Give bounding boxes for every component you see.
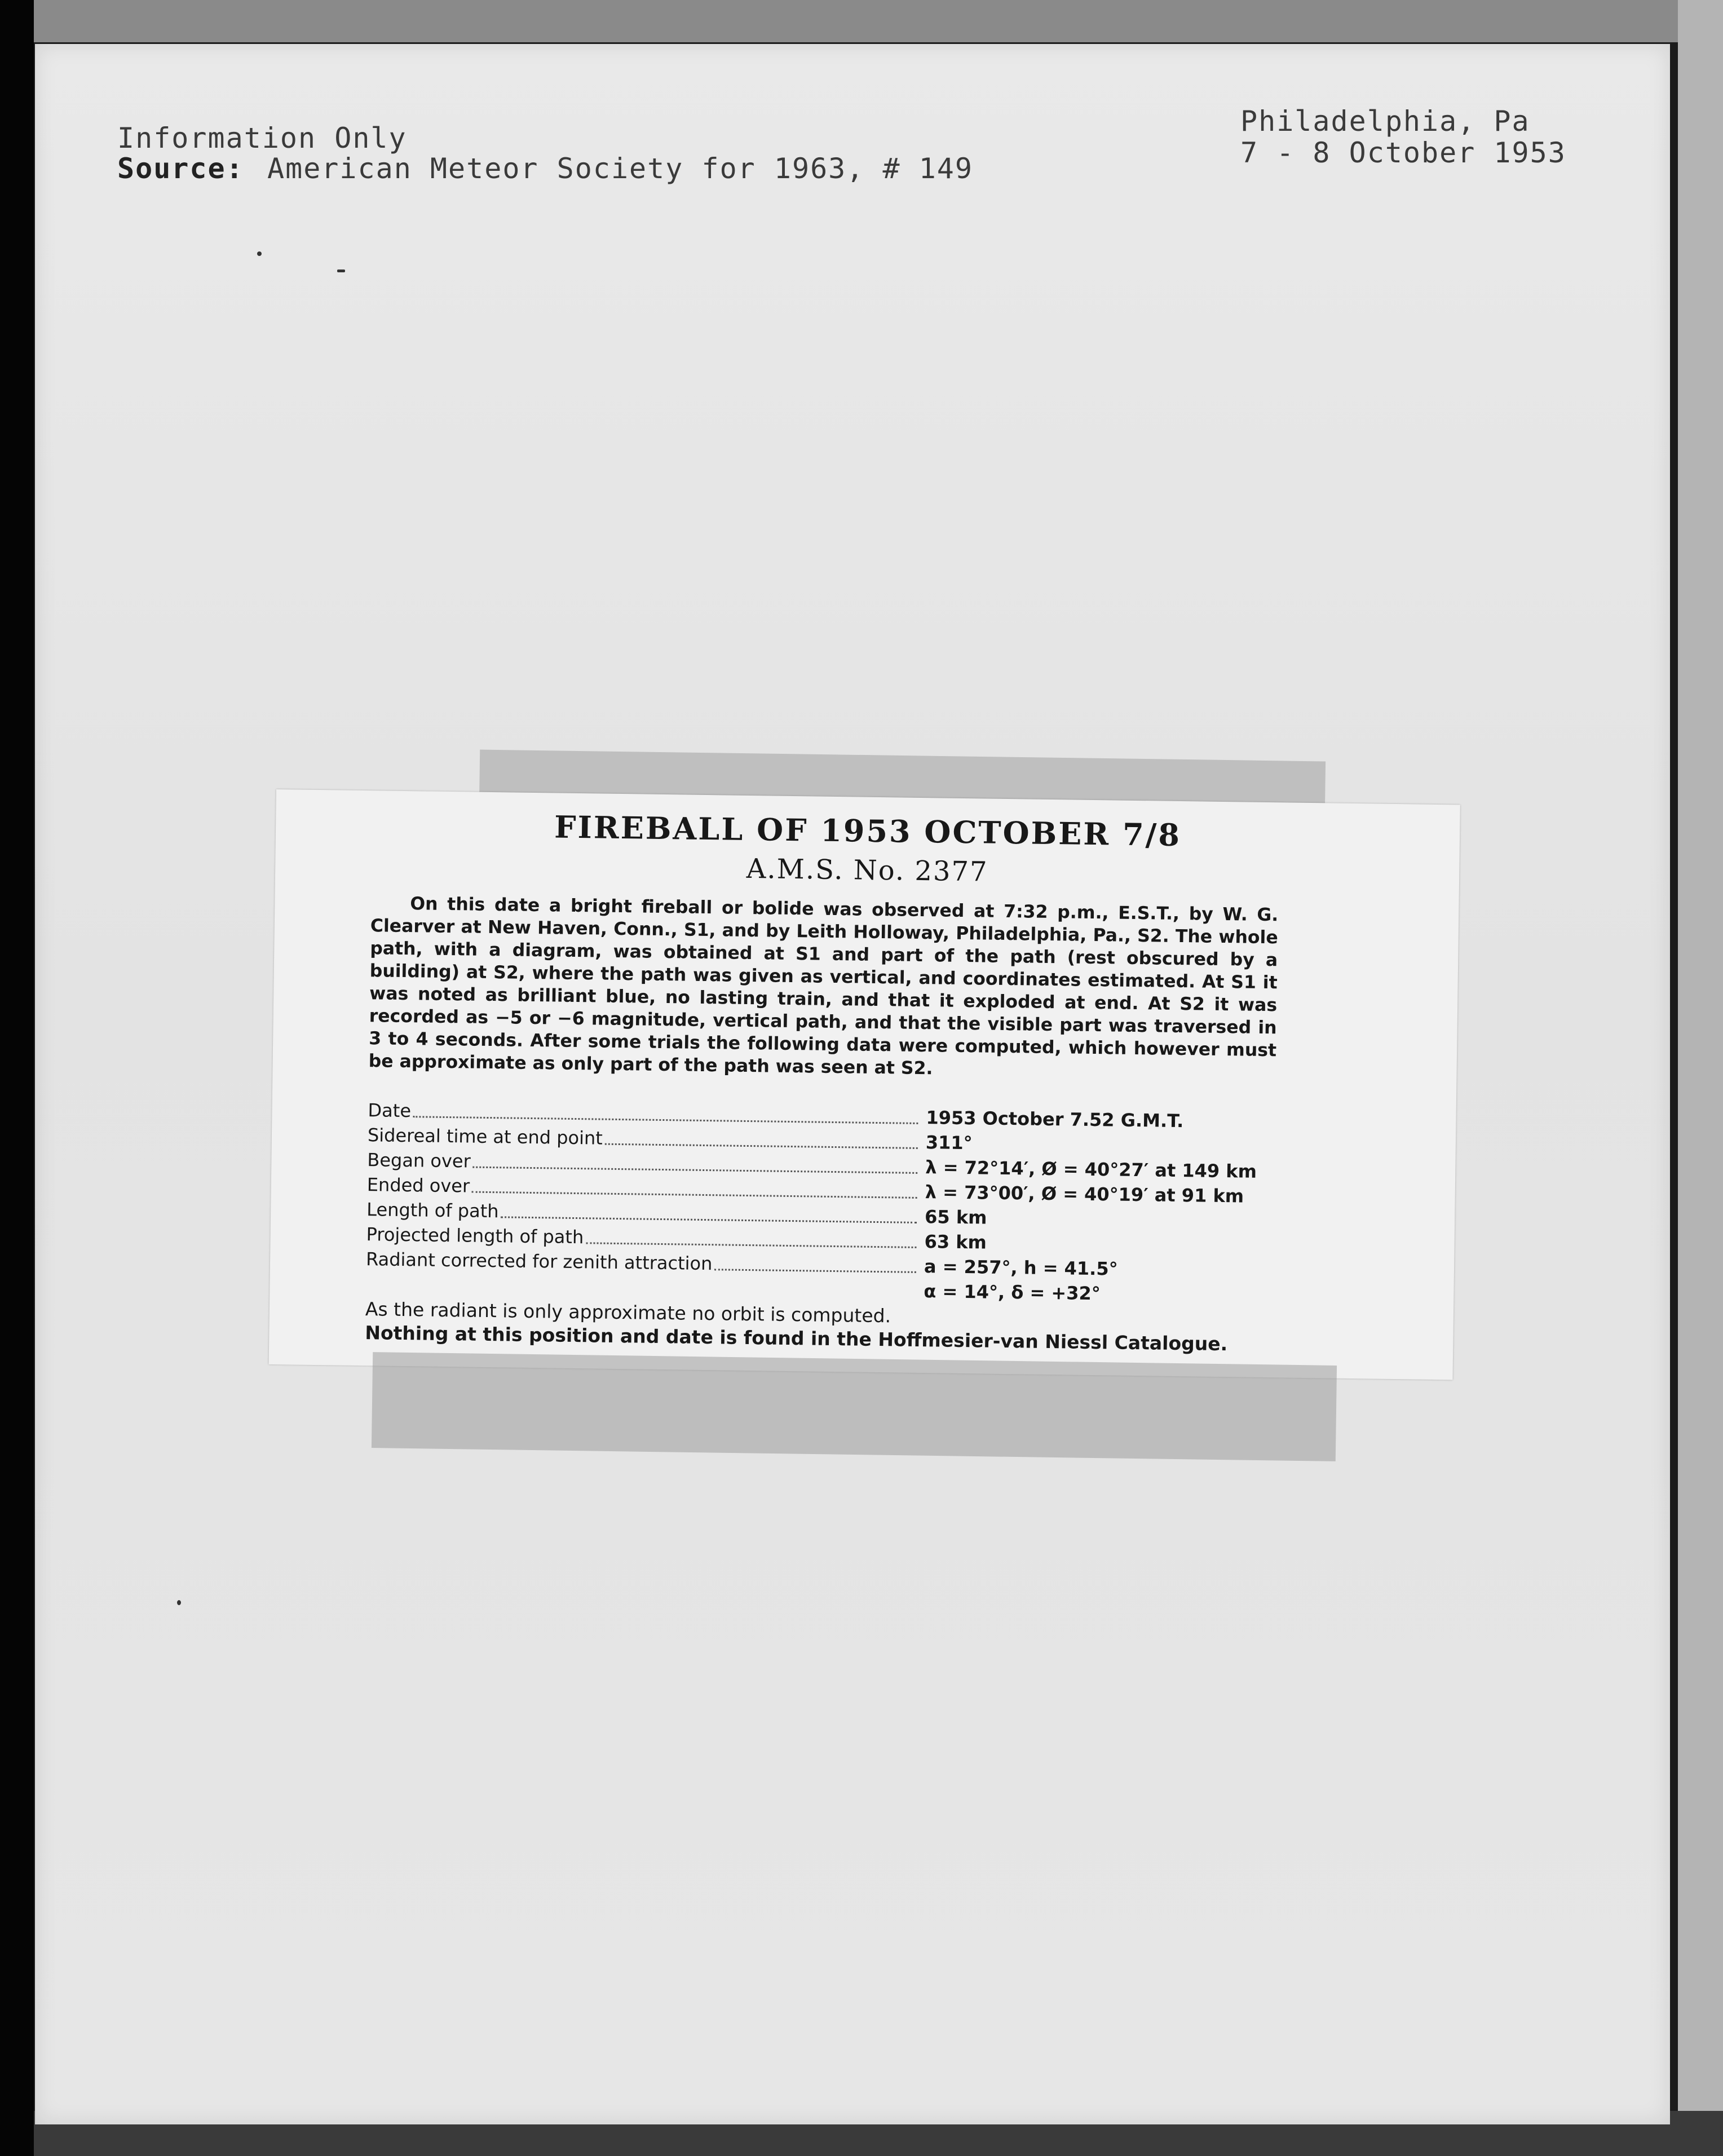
clipping-subtitle: A.M.S. No. 2377 (746, 852, 988, 888)
speck-mark (177, 1600, 181, 1605)
clipping-paragraph: On this date a bright fireball or bolide was observed at 7:32 p.m., E.S.T., by W. G. Clearver at New Haven, Conn., S1, and by Leith Holloway, Philadelphia, Pa., S2. The whole path, with a diagram, was obtained at S1 and part of the path (rest obscured by a building) at S2, where the path was given as vertical, and coordinates estimated. At S1 it was noted as brilliant blue, no lasting train, and that it exploded at end. At S2 it was recorded as −5 or −6 magnitude, vertical path, and that the visible part was traversed in 3 to 4 seconds. After some trials the following data were computed, which however must be approximate as only part of the path was seen at S2. (368, 894, 1279, 1079)
fireball-data-table (365, 1096, 1275, 1306)
scan-right-border (1678, 0, 1723, 2156)
newspaper-clipping (269, 789, 1460, 1380)
data-label: Length of path (366, 1199, 499, 1222)
data-value: 1953 October 7.52 G.M.T. (926, 1107, 1184, 1132)
speck-mark (257, 251, 262, 256)
data-label: Ended over (366, 1174, 470, 1197)
data-label: Date (368, 1099, 412, 1122)
data-value: λ = 73°00′, Ø = 40°19′ at 91 km (925, 1181, 1244, 1207)
tape-strip-bottom (372, 1352, 1337, 1461)
data-label: Sidereal time at end point (367, 1124, 603, 1149)
source-text: American Meteor Society for 1963, # 149 (267, 152, 973, 185)
data-value: 65 km (924, 1206, 987, 1229)
data-label: Projected length of path (366, 1223, 584, 1248)
info-only-line: Information Only (117, 122, 407, 154)
scan-left-border (0, 0, 34, 2156)
scan-top-border (0, 0, 1723, 42)
data-value: a = 257°, h = 41.5° (924, 1256, 1118, 1280)
data-label: Began over (367, 1149, 471, 1172)
date-range-line: 7 - 8 October 1953 (1240, 136, 1566, 169)
data-value: 63 km (924, 1231, 987, 1253)
data-value: 311° (925, 1132, 973, 1154)
data-label: Radiant corrected for zenith attraction (365, 1248, 713, 1275)
source-label: Source: (117, 152, 244, 185)
data-value: λ = 72°14′, Ø = 40°27′ at 149 km (925, 1156, 1257, 1182)
clipping-note-bold: Nothing at this position and date is found in the Hoffmesier-van Niessl Catalogue. (365, 1322, 1228, 1355)
clipping-title: FIREBALL OF 1953 OCTOBER 7/8 (554, 808, 1182, 854)
clipping-note: As the radiant is only approximate no orbit is computed. (365, 1298, 891, 1327)
location-line: Philadelphia, Pa (1240, 105, 1530, 138)
data-value: α = 14°, δ = +32° (924, 1280, 1101, 1305)
speck-mark (337, 270, 345, 272)
